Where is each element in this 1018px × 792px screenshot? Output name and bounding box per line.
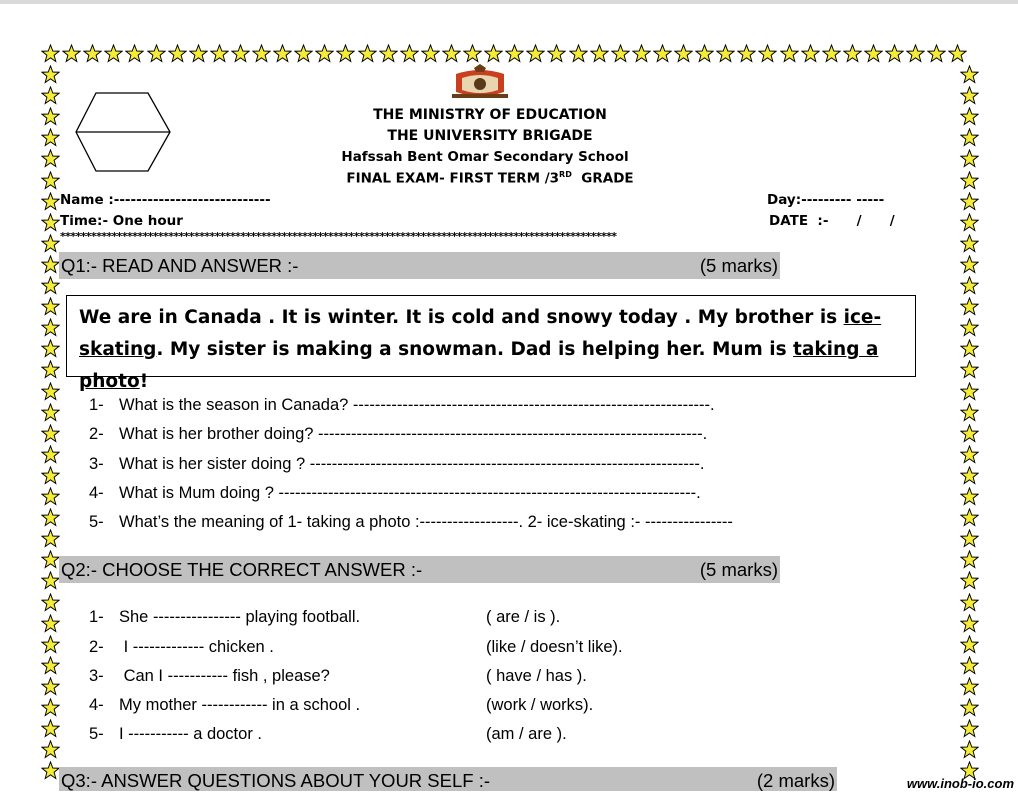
q2-choice-3: ( have / has ). bbox=[486, 667, 587, 685]
star-icon bbox=[41, 635, 60, 658]
star-icon bbox=[960, 656, 979, 679]
underlined-ice-skating: ice-skating bbox=[79, 307, 882, 360]
star-icon bbox=[168, 44, 187, 67]
star-icon bbox=[421, 44, 440, 67]
star-icon bbox=[960, 192, 979, 215]
star-icon bbox=[960, 65, 979, 88]
star-icon bbox=[104, 44, 123, 67]
star-icon bbox=[400, 44, 419, 67]
star-icon bbox=[41, 529, 60, 552]
q1-item-1: 1- What is the season in Canada? -----------------------------------------------------------------. bbox=[89, 396, 715, 414]
star-icon bbox=[41, 550, 60, 573]
school-name: Hafssah Bent Omar Secondary School bbox=[341, 149, 629, 165]
star-icon bbox=[906, 44, 925, 67]
star-icon bbox=[780, 44, 799, 67]
footer-watermark-url: www.inob-io.com bbox=[906, 776, 1014, 791]
star-icon bbox=[41, 508, 60, 531]
star-icon bbox=[147, 44, 166, 67]
star-icon bbox=[960, 149, 979, 172]
star-icon bbox=[41, 318, 60, 341]
star-icon bbox=[960, 234, 979, 257]
star-icon bbox=[41, 360, 60, 383]
star-icon bbox=[960, 107, 979, 130]
star-icon bbox=[960, 339, 979, 362]
star-icon bbox=[960, 382, 979, 405]
q1-header-bar bbox=[59, 252, 780, 279]
q1-marks: (5 marks) bbox=[699, 255, 778, 276]
star-icon bbox=[41, 656, 60, 679]
star-icon bbox=[695, 44, 714, 67]
q2-item-5: 5- I ----------- a doctor . bbox=[89, 725, 262, 743]
name-field-label: Name :---------------------------- bbox=[60, 192, 271, 208]
star-icon bbox=[960, 360, 979, 383]
star-icon bbox=[315, 44, 334, 67]
star-icon bbox=[41, 677, 60, 700]
date-field-label: DATE :- / / bbox=[769, 213, 895, 229]
star-icon bbox=[960, 487, 979, 510]
q2-choice-5: (am / are ). bbox=[486, 725, 567, 743]
star-icon bbox=[41, 276, 60, 299]
star-icon bbox=[41, 128, 60, 151]
star-icon bbox=[41, 255, 60, 278]
q2-title: Q2:- CHOOSE THE CORRECT ANSWER :- bbox=[61, 559, 423, 580]
q2-item-3: 3- Can I ----------- fish , please? bbox=[89, 667, 330, 685]
star-icon bbox=[41, 107, 60, 130]
star-icon bbox=[960, 550, 979, 573]
star-icon bbox=[41, 614, 60, 637]
star-icon bbox=[41, 761, 60, 784]
star-icon bbox=[41, 149, 60, 172]
star-icon bbox=[41, 382, 60, 405]
star-icon bbox=[960, 445, 979, 468]
star-icon bbox=[960, 740, 979, 763]
star-icon bbox=[41, 86, 60, 109]
q2-header-bar bbox=[59, 556, 780, 583]
star-icon bbox=[210, 44, 229, 67]
exam-title: FINAL EXAM- FIRST TERM /3RD GRADE bbox=[346, 170, 634, 187]
crest-emblem bbox=[448, 64, 512, 102]
star-icon bbox=[379, 44, 398, 67]
star-icon bbox=[41, 297, 60, 320]
q2-item-1: 1- She ---------------- playing football. bbox=[89, 608, 361, 626]
star-icon bbox=[41, 698, 60, 721]
star-icon bbox=[758, 44, 777, 67]
star-icon bbox=[41, 234, 60, 257]
star-icon bbox=[41, 593, 60, 616]
star-separator-line: ************************************************************************************************************ bbox=[60, 230, 617, 243]
star-icon bbox=[526, 44, 545, 67]
star-icon bbox=[41, 466, 60, 489]
star-icon bbox=[41, 403, 60, 426]
star-icon bbox=[189, 44, 208, 67]
star-icon bbox=[611, 44, 630, 67]
star-icon bbox=[801, 44, 820, 67]
star-icon bbox=[62, 44, 81, 67]
star-icon bbox=[960, 424, 979, 447]
q3-title: Q3:- ANSWER QUESTIONS ABOUT YOUR SELF :- bbox=[61, 770, 491, 791]
star-icon bbox=[632, 44, 651, 67]
ministry-title: THE MINISTRY OF EDUCATION bbox=[373, 107, 607, 123]
star-icon bbox=[864, 44, 883, 67]
star-icon bbox=[960, 318, 979, 341]
star-icon bbox=[125, 44, 144, 67]
star-icon bbox=[231, 44, 250, 67]
time-label: Time:- One hour bbox=[60, 213, 183, 229]
star-icon bbox=[41, 213, 60, 236]
q2-choice-2: (like / doesn’t like). bbox=[486, 638, 623, 656]
top-edge-line bbox=[0, 0, 1018, 4]
star-icon bbox=[960, 635, 979, 658]
q1-item-2: 2- What is her brother doing? ----------------------------------------------------------------------. bbox=[89, 425, 708, 443]
star-icon bbox=[590, 44, 609, 67]
star-icon bbox=[358, 44, 377, 67]
brigade-title: THE UNIVERSITY BRIGADE bbox=[387, 128, 593, 144]
star-icon bbox=[843, 44, 862, 67]
star-icon bbox=[41, 65, 60, 88]
reading-passage: We are in Canada . It is winter. It is cold and snowy today . My brother is ice-skating. My sister is making a snowman. Dad is helping her. Mum is taking a photo! bbox=[66, 295, 916, 377]
star-icon bbox=[960, 571, 979, 594]
star-icon bbox=[960, 171, 979, 194]
star-icon bbox=[948, 44, 967, 67]
underlined-taking-photo: taking a photo bbox=[79, 339, 879, 392]
star-icon bbox=[41, 44, 60, 67]
star-icon bbox=[960, 86, 979, 109]
star-icon bbox=[41, 571, 60, 594]
star-icon bbox=[960, 614, 979, 637]
star-icon bbox=[569, 44, 588, 67]
star-icon bbox=[41, 445, 60, 468]
q3-header-bar bbox=[59, 767, 837, 791]
star-icon bbox=[252, 44, 271, 67]
star-icon bbox=[336, 44, 355, 67]
star-icon bbox=[960, 508, 979, 531]
q2-choice-4: (work / works). bbox=[486, 696, 594, 714]
star-icon bbox=[927, 44, 946, 67]
star-icon bbox=[273, 44, 292, 67]
star-icon bbox=[674, 44, 693, 67]
star-icon bbox=[83, 44, 102, 67]
q3-marks: (2 marks) bbox=[756, 770, 835, 791]
star-icon bbox=[41, 339, 60, 362]
star-icon bbox=[822, 44, 841, 67]
star-icon bbox=[41, 424, 60, 447]
star-icon bbox=[653, 44, 672, 67]
star-icon bbox=[960, 128, 979, 151]
q1-item-4: 4- What is Mum doing ? ----------------------------------------------------------------------------. bbox=[89, 484, 701, 502]
star-icon bbox=[960, 297, 979, 320]
star-icon bbox=[960, 719, 979, 742]
star-icon bbox=[41, 192, 60, 215]
hexagon-shape bbox=[74, 92, 172, 172]
q1-item-3: 3- What is her sister doing ? -----------------------------------------------------------------------. bbox=[89, 455, 705, 473]
star-icon bbox=[41, 719, 60, 742]
star-icon bbox=[737, 44, 756, 67]
star-icon bbox=[960, 529, 979, 552]
star-icon bbox=[41, 171, 60, 194]
day-field-label: Day:--------- ----- bbox=[767, 192, 885, 208]
star-icon bbox=[960, 255, 979, 278]
star-icon bbox=[960, 677, 979, 700]
q1-item-5: 5- What’s the meaning of 1- taking a photo :------------------. 2- ice-skating :- ---------------- bbox=[89, 513, 733, 531]
star-icon bbox=[960, 403, 979, 426]
star-icon bbox=[547, 44, 566, 67]
q2-item-4: 4- My mother ------------ in a school . bbox=[89, 696, 361, 714]
q2-marks: (5 marks) bbox=[699, 559, 778, 580]
q1-title: Q1:- READ AND ANSWER :- bbox=[61, 255, 299, 276]
star-icon bbox=[41, 740, 60, 763]
star-icon bbox=[716, 44, 735, 67]
star-icon bbox=[960, 213, 979, 236]
star-icon bbox=[960, 466, 979, 489]
q2-item-2: 2- I ------------- chicken . bbox=[89, 638, 274, 656]
star-icon bbox=[885, 44, 904, 67]
star-icon bbox=[960, 698, 979, 721]
star-icon bbox=[294, 44, 313, 67]
star-icon bbox=[960, 276, 979, 299]
star-icon bbox=[960, 593, 979, 616]
star-icon bbox=[41, 487, 60, 510]
q2-choice-1: ( are / is ). bbox=[486, 608, 561, 626]
